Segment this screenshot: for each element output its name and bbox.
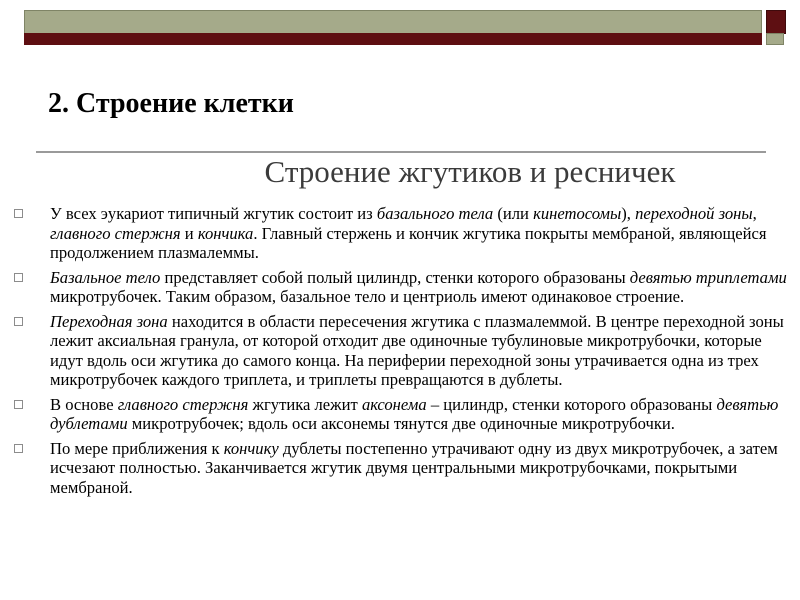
bullet-text: [50, 204, 767, 262]
text-run: представляет собой полый цилиндр, стенки которого образованы: [160, 267, 630, 287]
square-bullet-icon: [14, 444, 23, 453]
text-run: микротрубочек. Таким образом, базальное тело и центриоль имеют одинаковое строение.: [50, 287, 685, 306]
text-run: . Главный стержень и кончик жгутика покрыты мембраной, являющейся продолжением плазмалеммы.: [50, 223, 767, 262]
decorative-corner-square: [766, 10, 786, 34]
bullet-item: [14, 312, 789, 390]
text-run: По мере приближения к: [50, 438, 224, 458]
bullet-text: [50, 439, 778, 497]
bullet-list: [14, 204, 789, 502]
bullet-item: [14, 268, 789, 307]
text-run: микротрубочек; вдоль оси аксонемы тянутся две одиночные микротрубочки.: [127, 414, 675, 433]
italic-term: кончика: [197, 223, 254, 243]
bullet-item: [14, 439, 789, 498]
text-run: В основе: [50, 394, 118, 414]
square-bullet-icon: [14, 400, 23, 409]
bullet-text: [50, 312, 784, 390]
italic-term: кинетосомы: [533, 204, 622, 223]
italic-term: девятью дублетами: [50, 394, 779, 433]
italic-term: базального тела: [376, 204, 494, 223]
text-run: ),: [621, 204, 636, 223]
bullet-item: [14, 204, 789, 263]
italic-term: главного стержня: [50, 223, 181, 243]
decorative-corner-square-small: [766, 33, 784, 45]
italic-term: девятью триплетами: [629, 267, 787, 287]
slide-subtitle: Строение жгутиков и ресничек: [264, 154, 676, 189]
square-bullet-icon: [14, 273, 23, 282]
text-run: находится в области пересечения жгутика с плазмалеммой. В центре переходной зоны лежит аксиальная гранула, от которой отходит две одиночные тубулиновые микротрубочки, которые идут вдоль оси жгутика до самого конца. На периферии переходной зоны утрачивается одна из трех микротрубочек каждого триплета, и триплеты превращаются в дублеты.: [50, 311, 784, 389]
text-run: (или: [493, 204, 534, 223]
text-run: и: [180, 223, 198, 243]
text-run: ,: [752, 204, 757, 223]
italic-term: Базальное тело: [50, 267, 161, 287]
text-run: У всех эукариот типичный жгутик состоит из: [50, 204, 377, 223]
italic-term: переходной зоны: [635, 204, 753, 223]
heading-divider: [36, 151, 766, 153]
square-bullet-icon: [14, 209, 23, 218]
decorative-top-bar: [24, 10, 762, 34]
bullet-text: [50, 395, 778, 434]
decorative-red-bar: [24, 33, 762, 45]
bullet-item: [14, 395, 789, 434]
text-run: – цилиндр, стенки которого образованы: [426, 394, 717, 414]
slide-heading: 2. Строение клетки: [48, 88, 294, 119]
italic-term: главного стержня: [117, 394, 249, 414]
bullet-text: [50, 268, 787, 307]
square-bullet-icon: [14, 317, 23, 326]
italic-term: аксонема: [361, 394, 427, 414]
text-run: дублеты постепенно утрачивают одну из двух микротрубочек, а затем исчезают полностью. Заканчивается жгутик двумя центральными микротрубочками, покрытыми мембраной.: [50, 438, 778, 497]
text-run: жгутика лежит: [248, 394, 362, 414]
italic-term: кончику: [223, 438, 279, 458]
italic-term: Переходная зона: [50, 311, 168, 331]
